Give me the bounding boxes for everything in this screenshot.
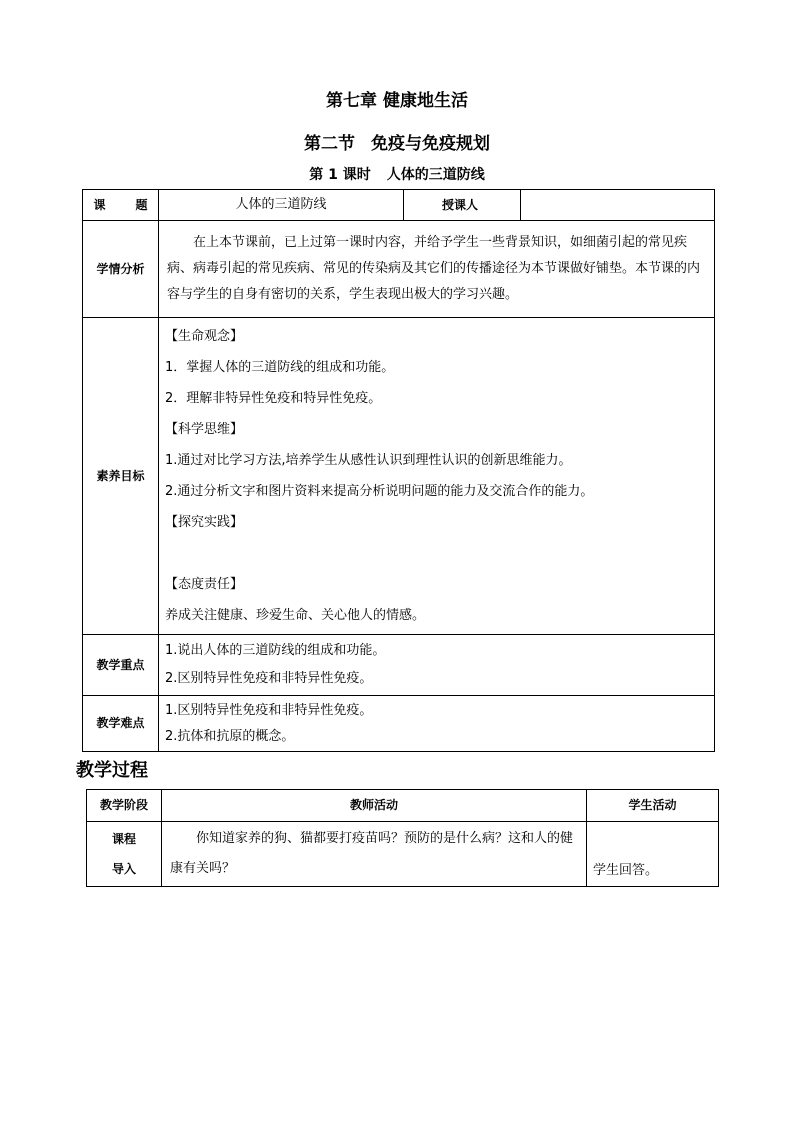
goals-item-blank [165,538,708,569]
analysis-text: 在上本节课前，已上过第一课时内容，并给予学生一些背景知识，如细菌引起的常见疾病、病毒引起的常见疾病、常见的传染病及其它们的传播途径为本节课做好铺垫。本节课的内容与学生的自身有密切的关系，学生表现出极大的学习兴趣。 [159,221,715,318]
topic-label: 课 题 [83,190,159,221]
goals-item: 1.通过对比学习方法,培养学生从感性认识到理性认识的创新思维能力。 [165,453,572,468]
analysis-row [83,221,715,318]
process-table [86,789,719,887]
goals-row [83,318,715,635]
key-point-item: 2.区别特异性免疫和非特异性免疫。 [165,671,373,686]
key-points-list [159,635,715,696]
goals-list [159,318,715,635]
teacher-value [521,190,715,221]
goals-item: 【探究实践】 [165,515,244,530]
goals-item: 1．掌握人体的三道防线的组成和功能。 [165,360,395,375]
process-title: 教学过程 [76,760,148,781]
header-teacher-activity: 教师活动 [162,790,587,822]
goals-item: 2.通过分析文字和图片资料来提高分析说明问题的能力及交流合作的能力。 [165,484,594,499]
difficult-point-item: 2.抗体和抗原的概念。 [165,728,295,744]
teacher-activity-cell: 你知道家养的狗、猫都要打疫苗吗？预防的是什么病？这和人的健康有关吗？ [162,822,587,887]
chapter-title: 第七章 健康地生活 [326,91,468,111]
goals-item: 养成关注健康、珍爱生命、关心他人的情感。 [165,608,426,623]
process-row [87,822,719,887]
student-activity-cell: 学生回答。 [587,822,719,887]
lesson-title [0,164,794,184]
analysis-label: 学情分析 [83,221,159,318]
header-stage: 教学阶段 [87,790,162,822]
stage-cell [87,822,162,887]
difficult-points-label: 教学难点 [83,696,159,752]
stage-line: 课程 [111,832,136,846]
topic-value: 人体的三道防线 [159,190,404,221]
process-header-row [87,790,719,822]
section-name: 免疫与免疫规划 [371,134,490,154]
goals-item: 2．理解非特异性免疫和特异性免疫。 [165,391,382,406]
section-title [0,129,794,154]
header-student-activity: 学生活动 [587,790,719,822]
goals-label: 素养目标 [83,318,159,635]
key-point-item: 1.说出人体的三道防线的组成和功能。 [165,643,386,658]
difficult-points-list [159,696,715,752]
goals-item: 【科学思维】 [165,422,244,437]
key-points-label: 教学重点 [83,635,159,696]
stage-line: 导入 [111,862,136,876]
topic-row [83,190,715,221]
lesson-info-table [82,189,715,752]
difficult-points-row [83,696,715,752]
goals-item: 【生命观念】 [165,329,244,344]
teacher-label: 授课人 [404,190,521,221]
lesson-number: 第 1 课时 [309,167,371,183]
lesson-name: 人体的三道防线 [386,167,485,183]
key-points-row [83,635,715,696]
difficult-point-item: 1.区别特异性免疫和非特异性免疫。 [165,702,373,718]
section-number: 第二节 [304,134,355,154]
goals-item: 【态度责任】 [165,577,244,592]
